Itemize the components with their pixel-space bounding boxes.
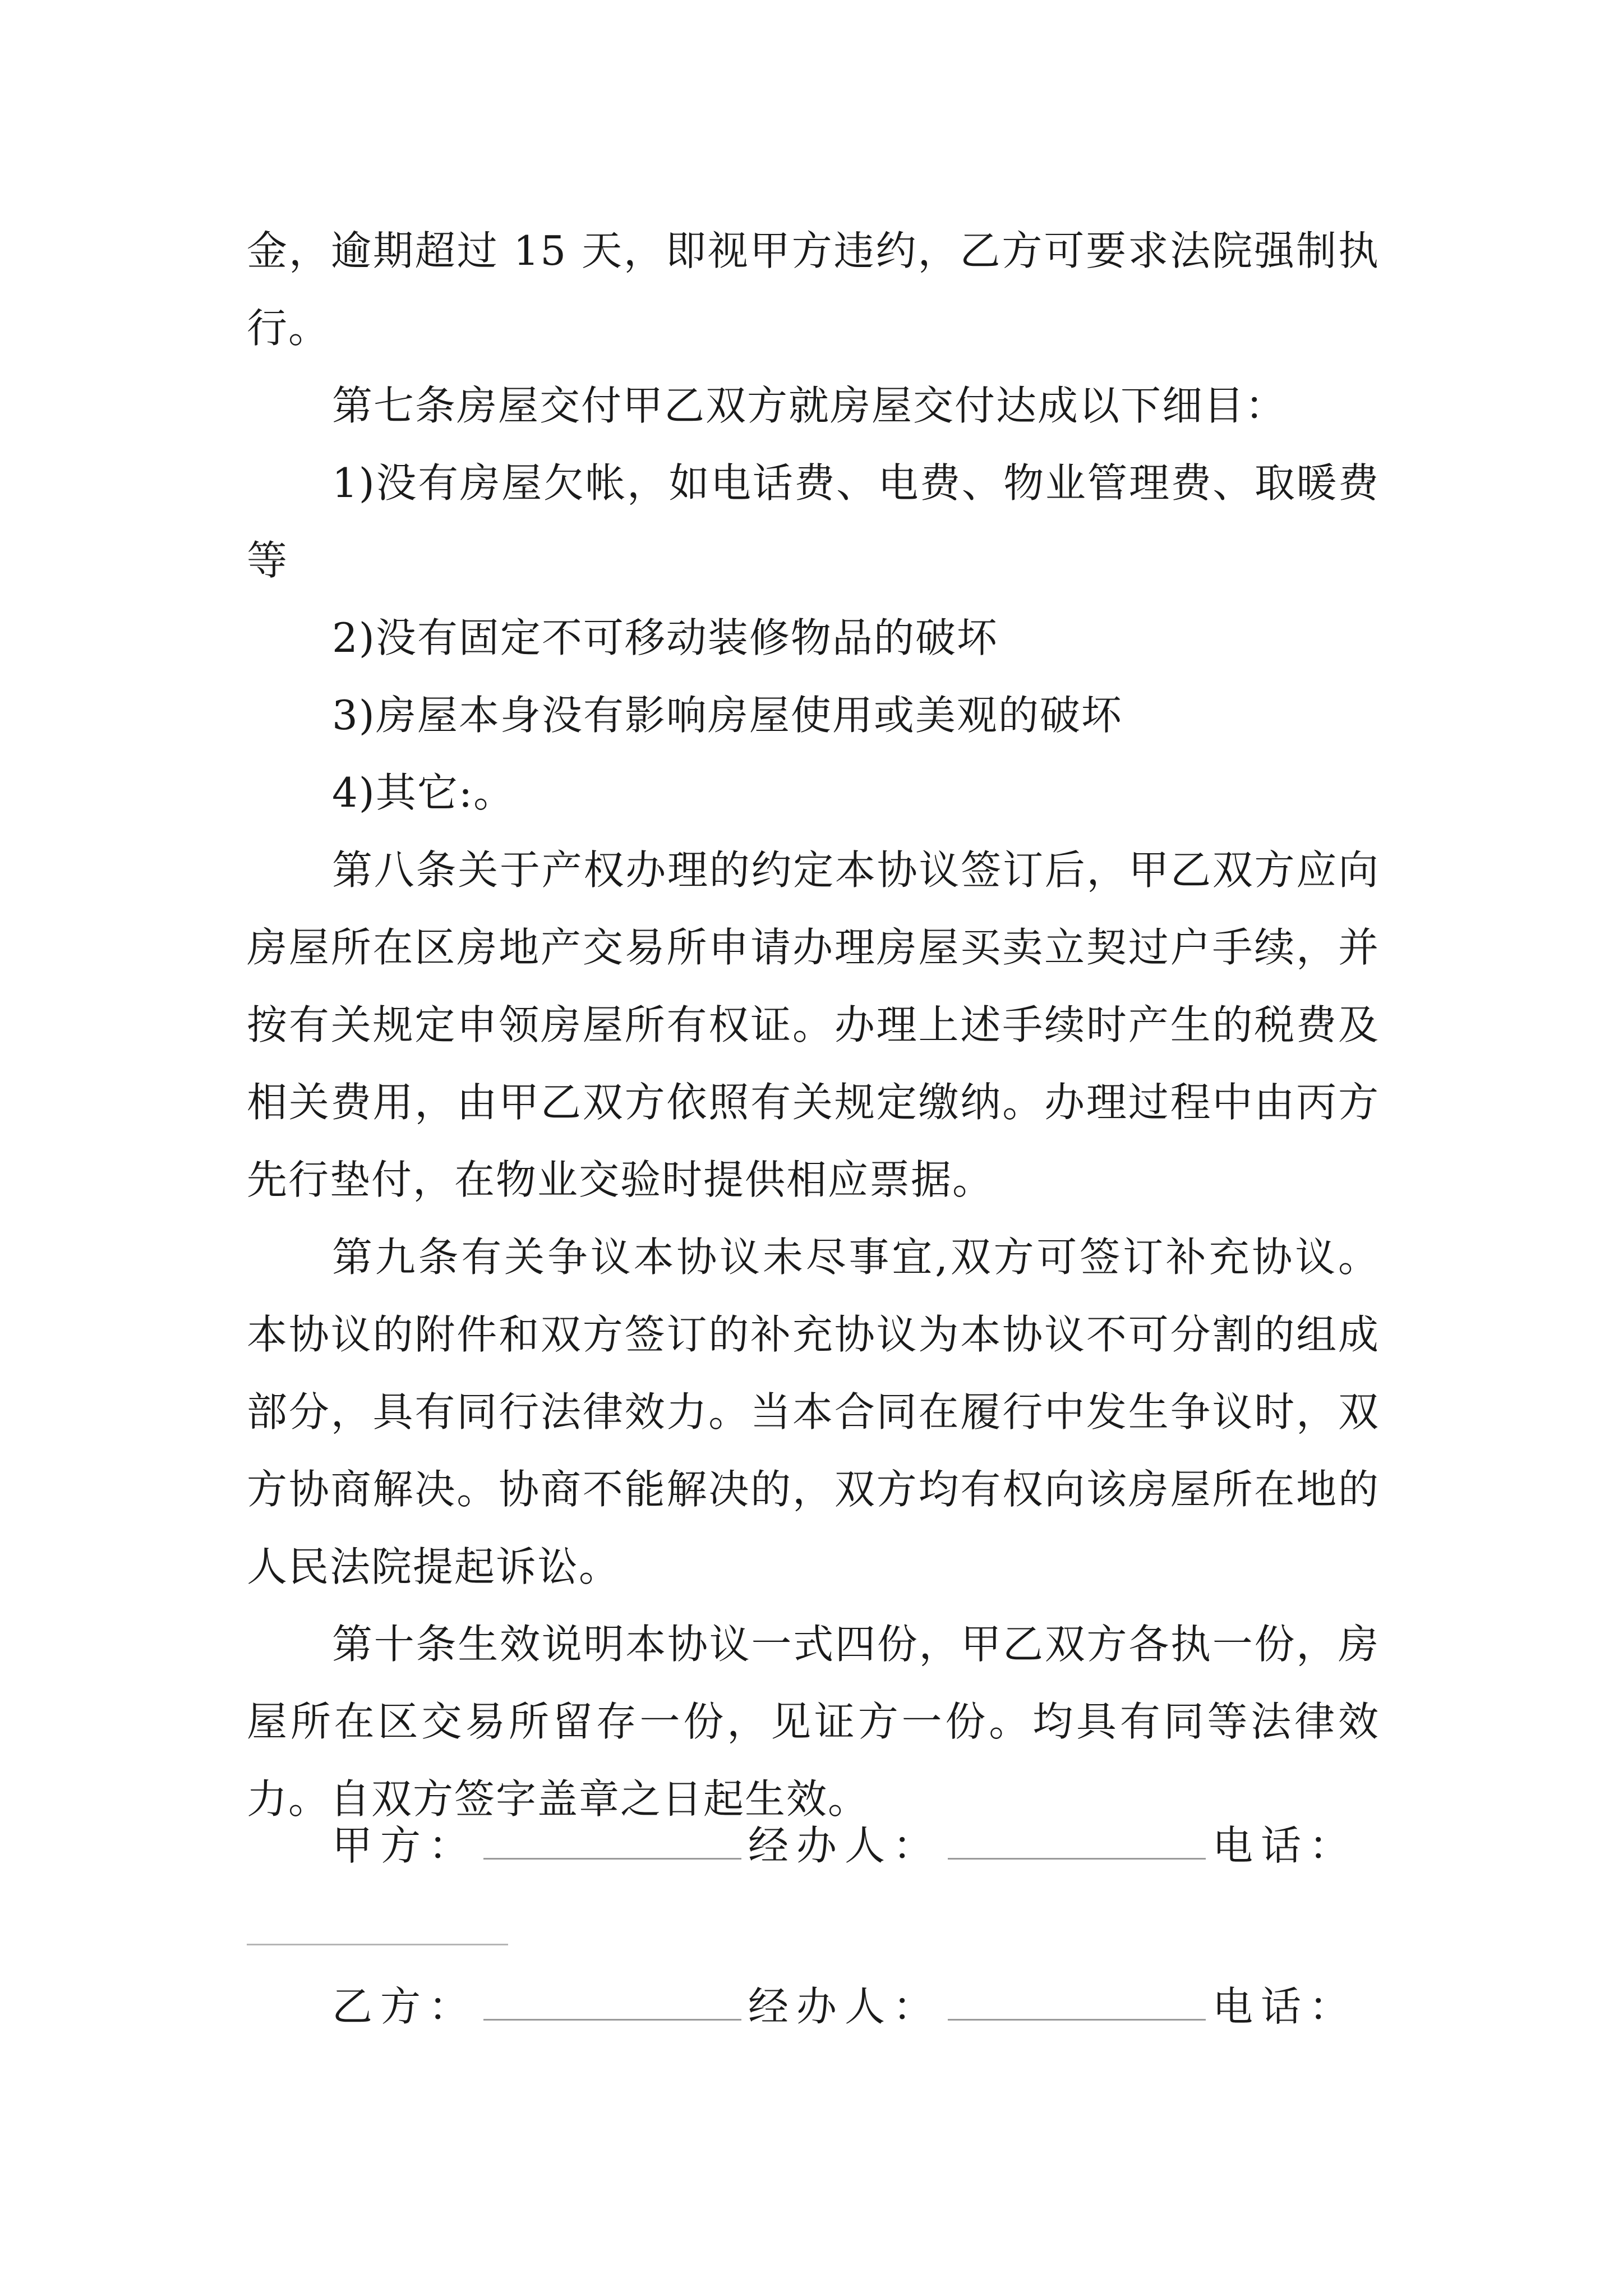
party-a-phone-blank[interactable]	[247, 1944, 508, 1945]
paragraph-article-9: 第九条有关争议本协议未尽事宜,双方可签订补充协议。本协议的附件和双方签订的补充协议为本协议不可分割的组成部分，具有同行法律效力。当本合同在履行中发生争议时，双方协商解决。协商不能解决的，双方均有权向该房屋所在地的人民法院提起诉讼。	[247, 1234, 1380, 1590]
party-b-phone-label: 电话：	[1212, 1983, 1358, 2030]
signature-row-party-b	[332, 1976, 1398, 2037]
party-b-agent-blank[interactable]	[948, 2018, 1206, 2021]
party-b-label: 乙方：	[332, 1983, 477, 2030]
party-a-agent-blank[interactable]	[948, 1857, 1206, 1860]
paragraph-article-7: 第七条房屋交付甲乙双方就房屋交付达成以下细目：	[332, 382, 1287, 429]
party-b-agent-label: 经办人：	[748, 1983, 942, 2030]
party-b-signature-blank[interactable]	[483, 2018, 741, 2021]
list-item-4: 4)其它:。	[332, 769, 515, 816]
list-item-1: 1)没有房屋欠帐，如电话费、电费、物业管理费、取暖费等	[247, 459, 1380, 584]
list-item-2: 2)没有固定不可移动装修物品的破坏	[332, 614, 998, 661]
paragraph-article-8: 第八条关于产权办理的约定本协议签订后，甲乙双方应向房屋所在区房地产交易所申请办理房屋买卖立契过户手续，并按有关规定申领房屋所有权证。办理上述手续时产生的税费及相关费用，由甲乙双方依照有关规定缴纳。办理过程中由丙方先行垫付，在物业交验时提供相应票据。	[247, 846, 1380, 1203]
party-a-label: 甲方：	[332, 1822, 477, 1869]
list-item-3: 3)房屋本身没有影响房屋使用或美观的破坏	[332, 692, 1123, 739]
signature-row-party-a	[332, 1815, 1398, 1876]
contract-body	[247, 212, 1380, 1838]
party-a-signature-blank[interactable]	[483, 1857, 741, 1860]
paragraph-article-10: 第十条生效说明本协议一式四份，甲乙双方各执一份，房屋所在区交易所留存一份，见证方一份。均具有同等法律效力。自双方签字盖章之日起生效。	[247, 1621, 1380, 1823]
party-a-phone-label: 电话：	[1212, 1822, 1358, 1869]
paragraph-overdue: 金，逾期超过 15 天，即视甲方违约，乙方可要求法院强制执行。	[247, 227, 1380, 352]
party-a-agent-label: 经办人：	[748, 1822, 942, 1869]
